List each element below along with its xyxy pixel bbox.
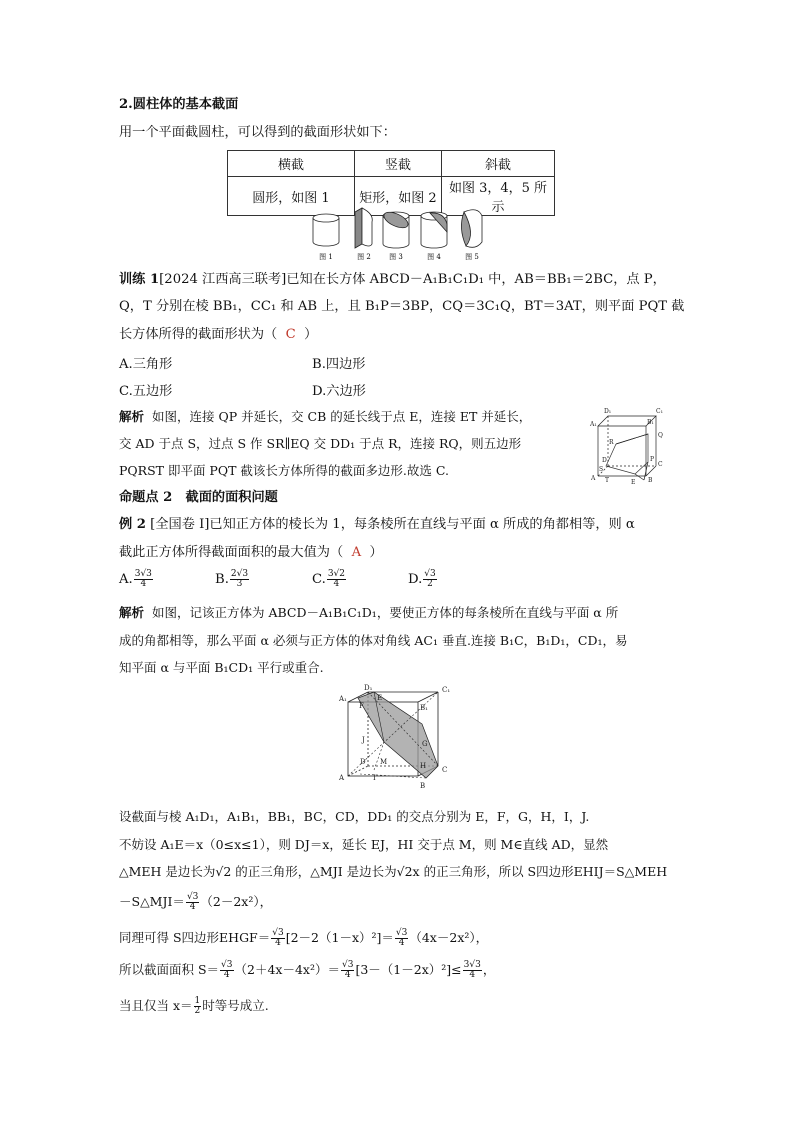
table-header: 竖截 xyxy=(355,151,442,177)
ex2-option-c xyxy=(312,570,347,589)
cuboid-section-figure xyxy=(588,404,668,486)
train-close: ） xyxy=(304,327,318,342)
option-fraction xyxy=(230,570,249,589)
fig1-label: S xyxy=(599,466,604,473)
frac-sqrt3-over-4 xyxy=(341,961,354,980)
frac-den: 3 xyxy=(236,579,243,589)
fig1-label: D₁ xyxy=(604,408,612,415)
fig2-label: C₁ xyxy=(442,686,451,694)
train-option-b: B.四边形 xyxy=(312,357,366,372)
cylinder-fig5 xyxy=(461,210,482,248)
train-line-2: Q，T 分别在棱 BB₁，CC₁ 和 AB 上，且 B₁P＝3BP，CQ＝3C₁Q，BT＝3AT，则平面 PQT 截 xyxy=(119,299,685,314)
ex2-tag: 例 2 xyxy=(119,517,146,532)
train-line-1 xyxy=(119,271,666,289)
fig1-label: Q xyxy=(658,432,663,439)
cylinder-fig4 xyxy=(421,212,447,248)
l4-text: （2－2x²）， xyxy=(200,894,273,909)
table-cell: 圆形，如图 1 xyxy=(228,177,355,216)
fig2-label: B xyxy=(420,782,426,790)
fig-label: 图 2 xyxy=(357,253,371,261)
ex2-line-l2: 不妨设 A₁E＝x（0≤x≤1），则 DJ＝x，延长 EJ，HI 交于点 M，则 M∈直线 AD，显然 xyxy=(119,837,609,852)
ex2-line-2 xyxy=(119,544,383,562)
fig2-label: I xyxy=(373,774,376,782)
l7-text: 时等号成立. xyxy=(202,998,269,1013)
frac-den: 4 xyxy=(398,938,405,948)
intro-cylinder: 用一个平面截圆柱，可以得到的截面形状如下： xyxy=(119,125,396,140)
fig2-label: A₁ xyxy=(339,695,347,703)
ex2-line-l3: △MEH 是边长为√2 的正三角形，△MJI 是边长为√2x 的正三角形，所以 S四边形EHIJ＝S△MEH xyxy=(119,864,668,879)
frac-den: 4 xyxy=(140,579,147,589)
fig1-label: B xyxy=(648,477,653,484)
fig1-label: A xyxy=(591,475,596,482)
train-sol-tag: 解析 xyxy=(119,409,145,424)
train-sol-text: 如图，连接 QP 并延长，交 CB 的延长线于点 E，连接 ET 并延长， xyxy=(151,409,532,424)
frac-3sqrt3-over-4 xyxy=(463,961,482,980)
frac-den: 4 xyxy=(189,902,196,912)
ex2-sol-tag: 解析 xyxy=(119,605,145,620)
frac-sqrt3-over-4 xyxy=(186,893,199,912)
fig-label: 图 4 xyxy=(427,253,441,261)
fig2-label: H xyxy=(420,762,427,770)
train-text: 长方体所得的截面形状为（ xyxy=(119,327,278,342)
frac-num: √3 xyxy=(424,569,436,579)
train-solution-3: PQRST 即平面 PQT 截该长方体所得的截面多边形.故选 C. xyxy=(119,463,449,478)
fig1-label: T xyxy=(605,477,610,484)
frac-den: 4 xyxy=(275,938,281,948)
section-heading-cylinder: 2.圆柱体的基本截面 xyxy=(119,97,239,112)
ex2-solution-2: 成的角都相等，那么平面 α 必须与正方体的体对角线 AC₁ 垂直.连接 B₁C，B₁D₁，CD₁，易 xyxy=(119,633,628,648)
fig2-label: A xyxy=(339,774,345,782)
cylinder-figures xyxy=(306,204,496,262)
fig1-label: E xyxy=(631,479,636,486)
train-line-3 xyxy=(119,326,317,344)
l7-text: 当且仅当 x＝ xyxy=(119,998,193,1013)
ex2-line-l7 xyxy=(119,994,269,1018)
fig2-label: M xyxy=(380,758,388,766)
ex2-solution-3: 知平面 α 与平面 B₁CD₁ 平行或重合. xyxy=(119,660,324,675)
train-solution-1 xyxy=(119,408,531,426)
option-letter: C. xyxy=(312,572,326,587)
fig1-label: P xyxy=(650,456,655,463)
l6-text: （2＋4x－4x²）＝ xyxy=(234,962,340,977)
option-letter: A. xyxy=(119,572,133,587)
frac-num: √3 xyxy=(342,960,354,970)
train-option-d: D.六边形 xyxy=(312,384,366,399)
ex2-line-l1: 设截面与棱 A₁D₁，A₁B₁，BB₁，BC，CD，DD₁ 的交点分别为 E，F，G，H，I，J. xyxy=(119,809,590,824)
option-letter: B. xyxy=(215,572,229,587)
l5-text: 同理可得 S四边形EHGF＝ xyxy=(119,930,271,945)
table-header: 横截 xyxy=(228,151,355,177)
fig2-label: G xyxy=(422,740,428,748)
frac-sqrt3-over-4 xyxy=(271,929,284,948)
table-cell: 矩形，如图 2 xyxy=(355,177,442,216)
frac-den: 4 xyxy=(469,970,476,980)
fig-label: 图 1 xyxy=(319,253,333,261)
ex2-sol-text: 如图，记该正方体为 ABCD－A₁B₁C₁D₁，要使正方体的每条棱所在直线与平面 α 所 xyxy=(151,605,619,620)
option-fraction xyxy=(423,570,436,589)
frac-sqrt3-over-4 xyxy=(395,929,408,948)
ex2-option-d xyxy=(408,570,438,589)
fig1-label: D xyxy=(602,457,607,464)
frac-num: √3 xyxy=(395,928,408,938)
frac-num: √3 xyxy=(221,960,233,970)
fig-label: 图 3 xyxy=(389,253,403,261)
ex2-option-b xyxy=(215,570,250,589)
fig2-label: J xyxy=(362,736,365,744)
cylinder-fig2 xyxy=(355,208,372,248)
ex2-line-l6 xyxy=(119,958,495,982)
option-fraction xyxy=(134,570,153,589)
ex2-close: ） xyxy=(369,545,383,560)
frac-num: 2√3 xyxy=(230,569,249,579)
fig1-label: C₁ xyxy=(656,408,663,415)
fig2-label: F xyxy=(359,702,364,710)
train-solution-2: 交 AD 于点 S，过点 S 作 SR∥EQ 交 DD₁ 于点 R，连接 RQ，则五边形 xyxy=(119,436,522,451)
fig1-label: B₁ xyxy=(647,419,654,426)
train-option-a: A.三角形 xyxy=(119,357,173,372)
fig2-label: D xyxy=(360,758,366,766)
l4-text: －S△MJI＝ xyxy=(119,894,185,909)
frac-den: 2 xyxy=(194,1006,201,1016)
ex2-line-1 xyxy=(119,516,635,534)
train-text: [2024 江西高三联考]已知在长方体 ABCD－A₁B₁C₁D₁ 中，AB＝BB₁＝2BC，点 P， xyxy=(159,272,666,287)
ex2-option-a xyxy=(119,570,154,589)
ex2-text: 截此正方体所得截面面积的最大值为（ xyxy=(119,545,344,560)
option-letter: D. xyxy=(408,572,423,587)
cylinder-fig1 xyxy=(313,214,339,246)
ex2-line-l5 xyxy=(119,926,488,950)
fig2-label: C xyxy=(442,766,448,774)
ex2-solution-1 xyxy=(119,604,618,622)
cube-section-figure xyxy=(338,684,462,796)
l6-text: 所以截面面积 S＝ xyxy=(119,962,220,977)
l6-text: [3－（1－2x）²]≤ xyxy=(355,962,462,977)
point-heading-2: 命题点 2 截面的面积问题 xyxy=(119,490,278,505)
frac-den: 4 xyxy=(333,579,340,589)
ex2-answer: A xyxy=(351,545,362,560)
train-answer: C xyxy=(285,327,296,342)
frac-num: 3√3 xyxy=(463,960,481,970)
l5-text: （4x－2x²）， xyxy=(409,930,489,945)
frac-1-over-2 xyxy=(194,997,202,1016)
fig1-label: C xyxy=(658,461,663,468)
train-tag: 训练 1 xyxy=(119,272,160,287)
fig-label: 图 5 xyxy=(465,253,479,261)
table-header: 斜截 xyxy=(442,151,555,177)
l5-text: [2－2（1－x）²]＝ xyxy=(285,930,394,945)
frac-den: 2 xyxy=(427,579,433,589)
ex2-line-l4 xyxy=(119,890,272,914)
cylinder-fig3 xyxy=(382,209,411,248)
frac-num: √3 xyxy=(186,892,199,902)
fig2-label: D₁ xyxy=(364,684,373,692)
train-option-c: C.五边形 xyxy=(119,384,173,399)
option-fraction xyxy=(327,570,346,589)
frac-num: 3√3 xyxy=(134,569,152,579)
fig1-label: R xyxy=(609,439,614,446)
frac-den: 4 xyxy=(344,970,351,980)
frac-num: √3 xyxy=(272,928,284,938)
l6-text: ， xyxy=(482,962,496,977)
frac-num: 1 xyxy=(194,996,201,1006)
ex2-text: [全国卷 I]已知正方体的棱长为 1，每条棱所在直线与平面 α 所成的角都相等，则 α xyxy=(150,517,635,532)
table-cell: 如图 3，4，5 所示 xyxy=(442,177,555,216)
fig2-label: B₁ xyxy=(420,704,428,712)
frac-sqrt3-over-4 xyxy=(220,961,233,980)
fig1-label: A₁ xyxy=(590,421,597,428)
frac-den: 4 xyxy=(223,970,230,980)
frac-num: 3√2 xyxy=(327,569,345,579)
fig2-label: E xyxy=(377,694,383,702)
